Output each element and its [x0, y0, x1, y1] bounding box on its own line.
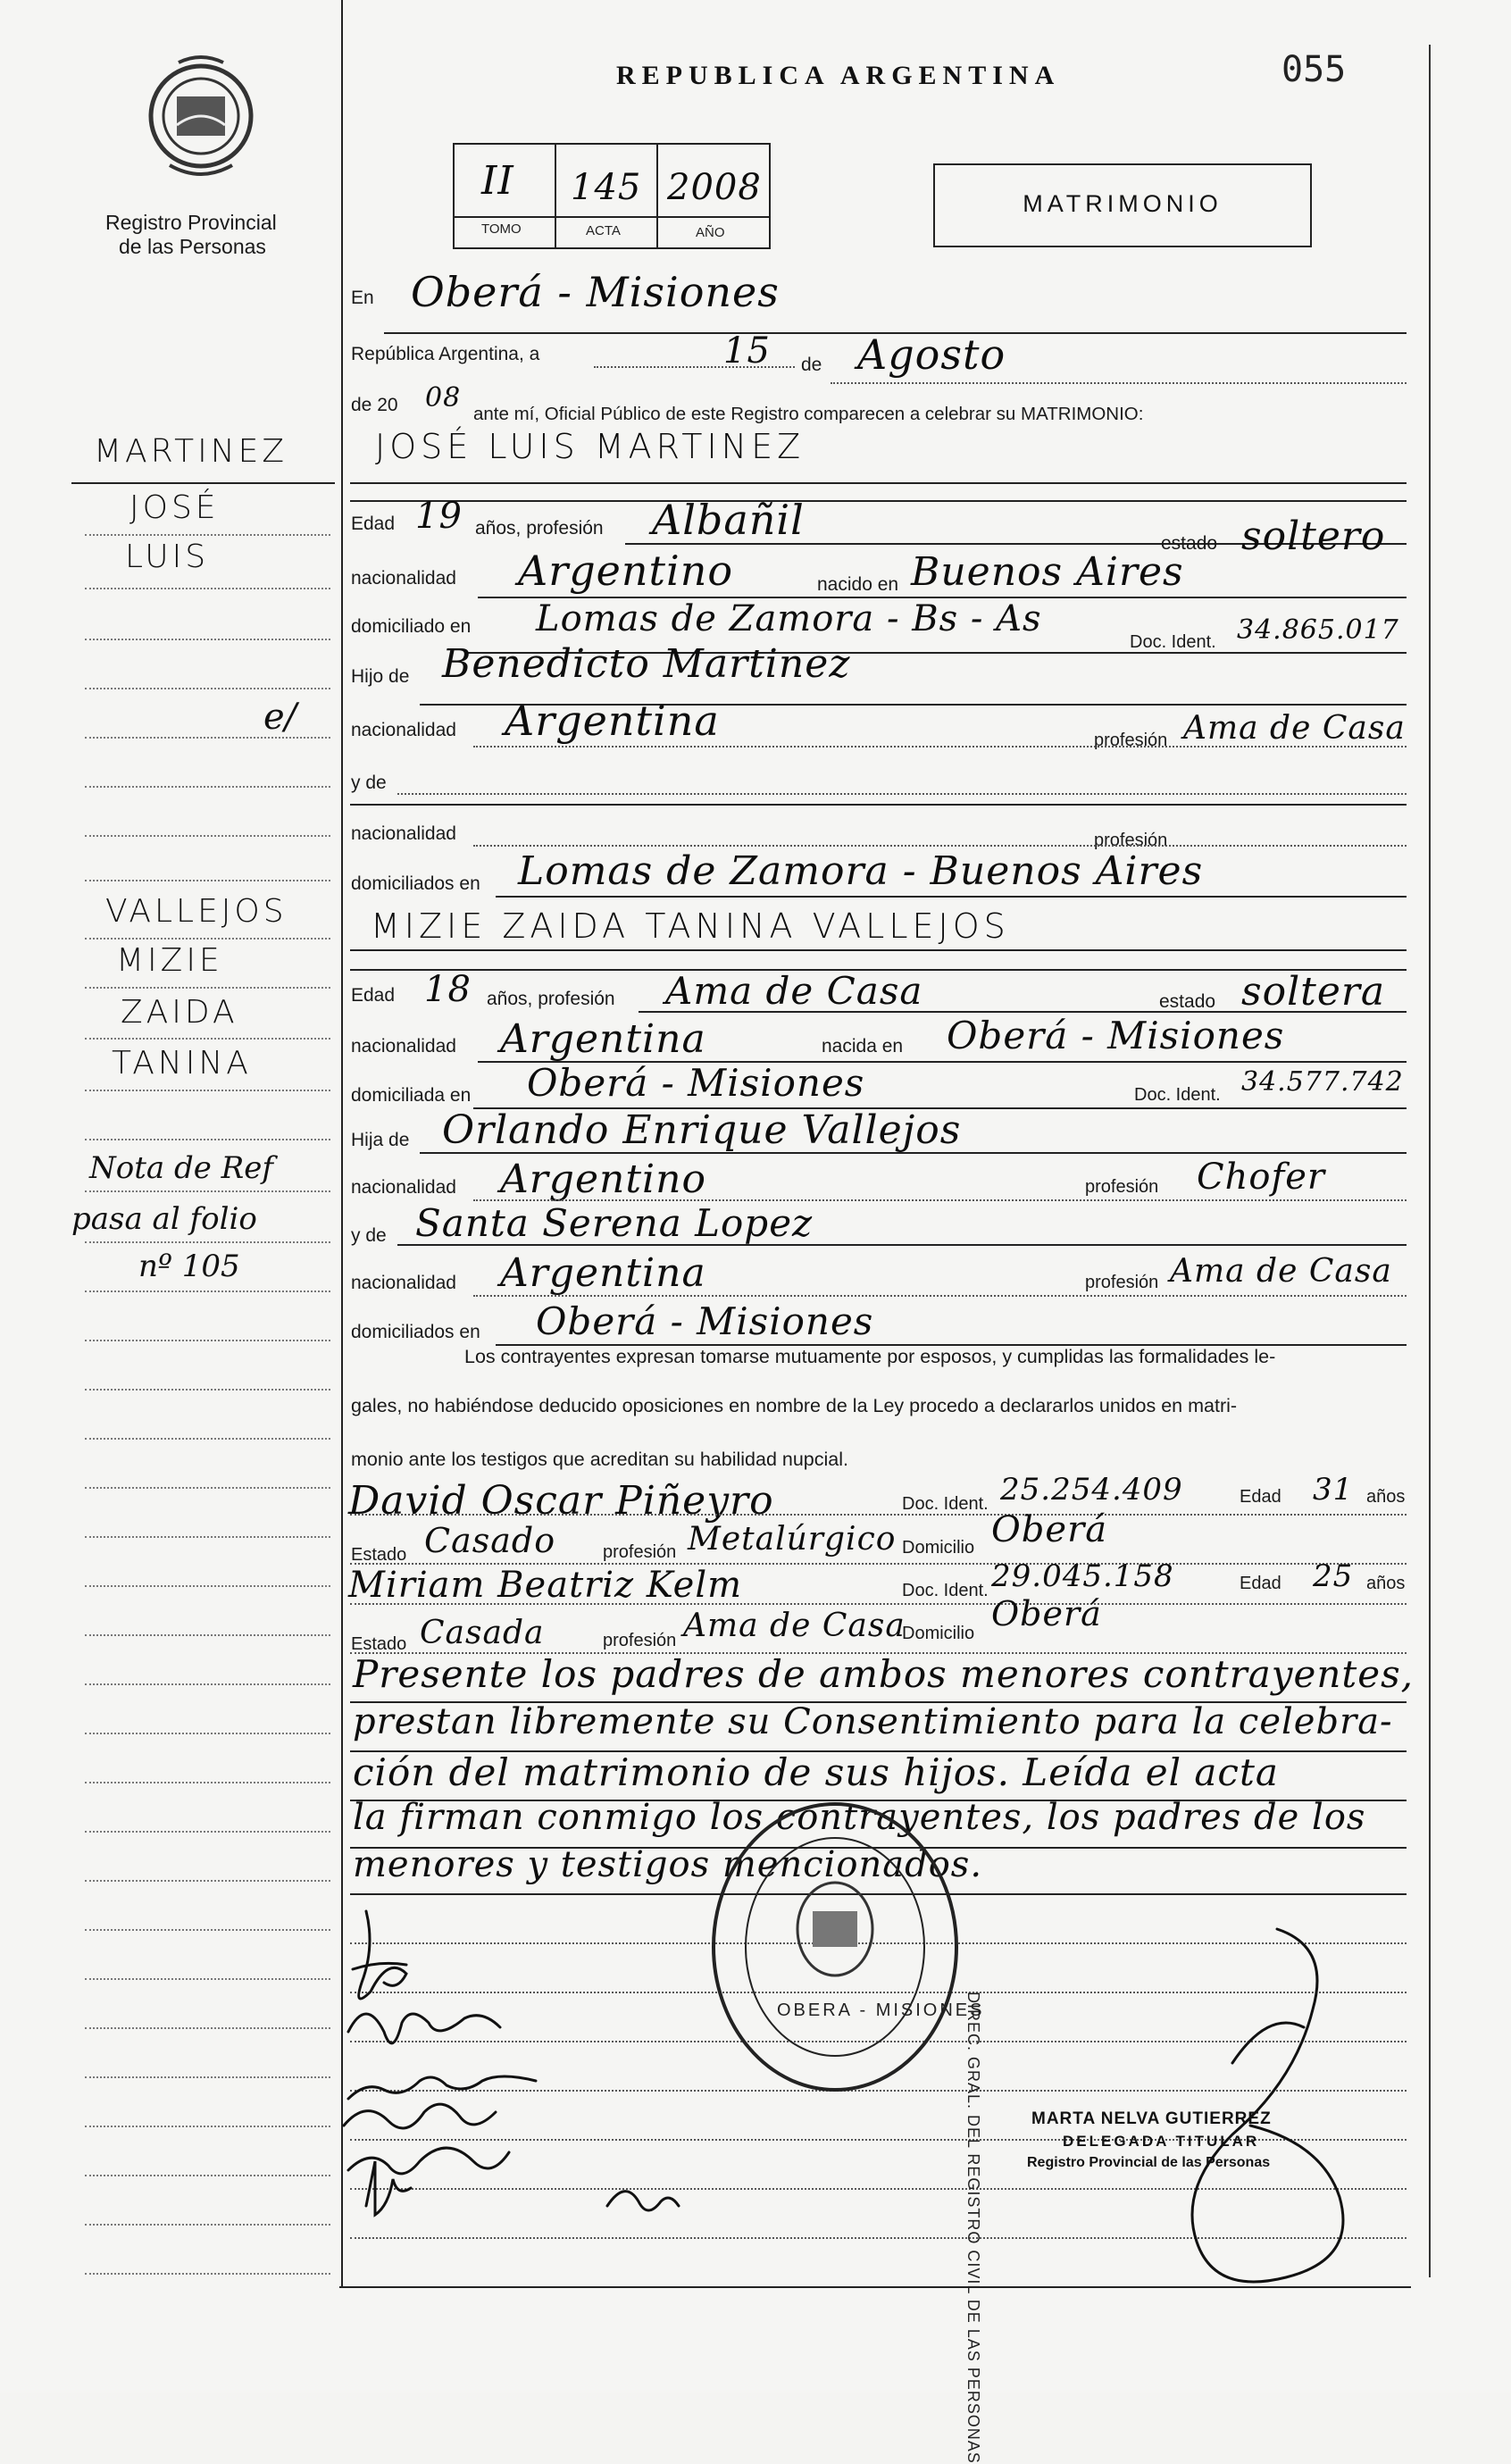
- margin-bride-name1: MIZIE: [116, 942, 223, 979]
- province-seal-icon: [143, 54, 259, 205]
- official-title: DELEGADA TITULAR: [1063, 2133, 1260, 2150]
- registry-name-line2: de las Personas: [119, 235, 266, 258]
- bride-mother-prof-label: profesión: [1085, 1273, 1159, 1292]
- witness2-estado-label: Estado: [351, 1634, 407, 1654]
- bride-nationality: Argentina: [500, 1016, 706, 1062]
- bride-age: 18: [424, 969, 472, 1010]
- witness2-anos-label: años: [1366, 1574, 1406, 1593]
- record-type-label: MATRIMONIO: [1023, 190, 1223, 217]
- bride-domiciliada-label: domiciliada en: [351, 1085, 472, 1106]
- margin-bride-name3: TANINA: [112, 1045, 252, 1082]
- witness2-profesion-label: profesión: [603, 1631, 677, 1650]
- bride-civil-state: soltera: [1241, 969, 1386, 1015]
- groom-mother-prof-label: profesión: [1094, 831, 1168, 850]
- bride-father-profession: Chofer: [1197, 1157, 1326, 1198]
- republica-label: República Argentina, a: [351, 344, 540, 364]
- groom-profesion-label: años, profesión: [475, 518, 604, 539]
- groom-doc: 34.865.017: [1237, 614, 1399, 646]
- witness2-age: 25: [1313, 1558, 1354, 1594]
- witness1-doc-label: Doc. Ident.: [902, 1494, 989, 1514]
- bride-mother-nationality: Argentina: [500, 1250, 706, 1296]
- groom-profession: Albañil: [652, 496, 805, 544]
- witness1-profession: Metalúrgico: [688, 1521, 897, 1558]
- margin-groom-name2: LUIS: [125, 539, 210, 575]
- ceremony-year-suffix: 08: [425, 382, 462, 413]
- groom-father-prof-label: profesión: [1094, 731, 1168, 750]
- groom-address: Lomas de Zamora - Bs - As: [536, 598, 1042, 639]
- bride-edad-label: Edad: [351, 985, 396, 1006]
- bride-father-nat-label: nacionalidad: [351, 1177, 456, 1198]
- witness1-edad-label: Edad: [1240, 1487, 1281, 1507]
- document-title: REPUBLICA ARGENTINA: [616, 61, 1061, 90]
- en-label: En: [351, 288, 374, 308]
- bride-profesion-label: años, profesión: [487, 989, 615, 1009]
- groom-parents-address: Lomas de Zamora - Buenos Aires: [518, 848, 1204, 894]
- signatures-drawing: [339, 1884, 1411, 2313]
- groom-doc-label: Doc. Ident.: [1130, 632, 1216, 652]
- margin-bride-surname: VALLEJOS: [105, 893, 288, 930]
- declaration-line1: Los contrayentes expresan tomarse mutuamente por esposos, y cumplidas las formalidades le-: [464, 1346, 1276, 1367]
- witness1-anos-label: años: [1366, 1487, 1406, 1507]
- observation-line5: menores y testigos mencionados.: [353, 1844, 983, 1885]
- bride-mother-nat-label: nacionalidad: [351, 1273, 456, 1293]
- witness1-profesion-label: profesión: [603, 1542, 677, 1562]
- witness2-doc: 29.045.158: [991, 1558, 1174, 1594]
- margin-bride-name2: ZAIDA: [121, 994, 238, 1031]
- witness2-doc-label: Doc. Ident.: [902, 1581, 989, 1600]
- de20-label: de 20: [351, 395, 398, 415]
- witness2-civil-state: Casada: [420, 1615, 545, 1651]
- bride-nacionalidad-label: nacionalidad: [351, 1036, 456, 1057]
- witness2-address: Oberá: [991, 1594, 1102, 1633]
- acta-label: ACTA: [586, 223, 621, 238]
- bride-yde-label: y de: [351, 1225, 387, 1246]
- bride-doc-label: Doc. Ident.: [1134, 1085, 1221, 1105]
- official-name: MARTA NELVA GUTIERREZ: [1031, 2109, 1272, 2128]
- stamp-ring-text: DIREC. GRAL. DEL REGISTRO CIVIL DE LAS PERSONAS: [964, 1992, 982, 2464]
- witness1-age: 31: [1313, 1472, 1354, 1508]
- groom-nacionalidad-label: nacionalidad: [351, 568, 456, 589]
- bride-father-nationality: Argentino: [500, 1157, 706, 1202]
- bride-estado-label: estado: [1159, 991, 1216, 1012]
- groom-father: Benedicto Martinez: [442, 641, 851, 687]
- observation-line3: ción del matrimonio de sus hijos. Leída el acta: [353, 1750, 1279, 1794]
- bride-full-name: MIZIE ZAIDA TANINA VALLEJOS: [371, 906, 1010, 946]
- groom-hijo-label: Hijo de: [351, 666, 410, 687]
- witness1-address: Oberá: [991, 1509, 1108, 1550]
- groom-mother-nat-label: nacionalidad: [351, 823, 456, 844]
- bride-father-prof-label: profesión: [1085, 1177, 1159, 1197]
- groom-birthplace: Buenos Aires: [911, 549, 1184, 595]
- witness2-profession: Ama de Casa: [683, 1608, 906, 1644]
- groom-full-name: JOSÉ LUIS MARTINEZ: [375, 427, 806, 466]
- record-box: [453, 143, 771, 249]
- margin-note-line1: Nota de Ref: [89, 1150, 273, 1186]
- bride-birthplace: Oberá - Misiones: [947, 1014, 1285, 1057]
- stamp-center-text: OBERA - MISIONES: [777, 2000, 985, 2020]
- margin-note-line2: pasa al folio: [71, 1201, 257, 1237]
- anio-value: 2008: [667, 167, 762, 208]
- observation-line2: prestan libremente su Consentimiento para la celebra-: [353, 1701, 1393, 1742]
- observation-line4: la firman conmigo los contrayentes, los padres de los: [353, 1797, 1366, 1838]
- witness1-civil-state: Casado: [424, 1521, 556, 1560]
- bride-address: Oberá - Misiones: [527, 1061, 865, 1105]
- observation-line1: Presente los padres de ambos menores contrayentes,: [353, 1652, 1415, 1696]
- bride-parents-dom-label: domiciliados en: [351, 1322, 480, 1342]
- bride-hija-label: Hija de: [351, 1130, 410, 1150]
- bride-profession: Ama de Casa: [665, 969, 923, 1013]
- bride-mother: Santa Serena Lopez: [415, 1201, 814, 1245]
- margin-groom-name1: JOSÉ: [129, 489, 220, 526]
- tomo-value: II: [481, 158, 514, 204]
- comparecen-text: ante mí, Oficial Público de este Registro comparecen a celebrar su MATRIMONIO:: [473, 404, 1144, 424]
- witness2-domicilio-label: Domicilio: [902, 1624, 975, 1643]
- ceremony-month: Agosto: [857, 330, 1006, 379]
- witness1-domicilio-label: Domicilio: [902, 1538, 975, 1558]
- acta-value: 145: [571, 167, 642, 208]
- bride-father: Orlando Enrique Vallejos: [442, 1107, 962, 1153]
- witness1-name: David Oscar Piñeyro: [348, 1478, 774, 1524]
- right-rule: [1429, 45, 1431, 2277]
- groom-estado-label: estado: [1161, 533, 1218, 554]
- groom-father-profession: Ama de Casa: [1183, 710, 1406, 747]
- groom-father-nat-label: nacionalidad: [351, 720, 456, 740]
- tomo-label: TOMO: [481, 221, 522, 237]
- groom-edad-label: Edad: [351, 514, 396, 534]
- anio-label: AÑO: [696, 225, 725, 240]
- margin-conjunction: e/: [263, 697, 297, 738]
- witness1-doc: 25.254.409: [1000, 1472, 1183, 1508]
- bride-nacida-label: nacida en: [822, 1036, 904, 1057]
- groom-age: 19: [415, 496, 463, 537]
- witness2-edad-label: Edad: [1240, 1574, 1281, 1593]
- groom-yde-label: y de: [351, 773, 387, 793]
- margin-note-line3: nº 105: [138, 1249, 240, 1284]
- groom-father-nationality: Argentina: [505, 697, 720, 745]
- witness2-name: Miriam Beatriz Kelm: [348, 1565, 743, 1606]
- record-type-box: [933, 163, 1312, 247]
- ceremony-day: 15: [723, 330, 771, 372]
- bride-parents-address: Oberá - Misiones: [536, 1299, 874, 1343]
- groom-parents-dom-label: domiciliados en: [351, 873, 480, 894]
- de-label: de: [801, 355, 822, 375]
- margin-groom-surname: MARTINEZ: [94, 433, 288, 470]
- page-number: 055: [1281, 49, 1347, 90]
- groom-domiciliado-label: domiciliado en: [351, 616, 472, 637]
- declaration-line3: monio ante los testigos que acreditan su habilidad nupcial.: [351, 1449, 848, 1470]
- groom-civil-state: soltero: [1241, 514, 1386, 559]
- official-office: Registro Provincial de las Personas: [1027, 2155, 1271, 2170]
- ceremony-place: Oberá - Misiones: [411, 268, 780, 316]
- groom-nationality: Argentino: [518, 547, 734, 595]
- groom-nacido-label: nacido en: [817, 574, 899, 595]
- witness1-estado-label: Estado: [351, 1545, 407, 1565]
- bride-mother-profession: Ama de Casa: [1170, 1253, 1392, 1290]
- bride-doc: 34.577.742: [1241, 1066, 1404, 1098]
- registry-name-line1: Registro Provincial: [105, 211, 277, 234]
- declaration-line2: gales, no habiéndose deducido oposiciones en nombre de la Ley procedo a declararlos unidos en matri-: [351, 1395, 1238, 1416]
